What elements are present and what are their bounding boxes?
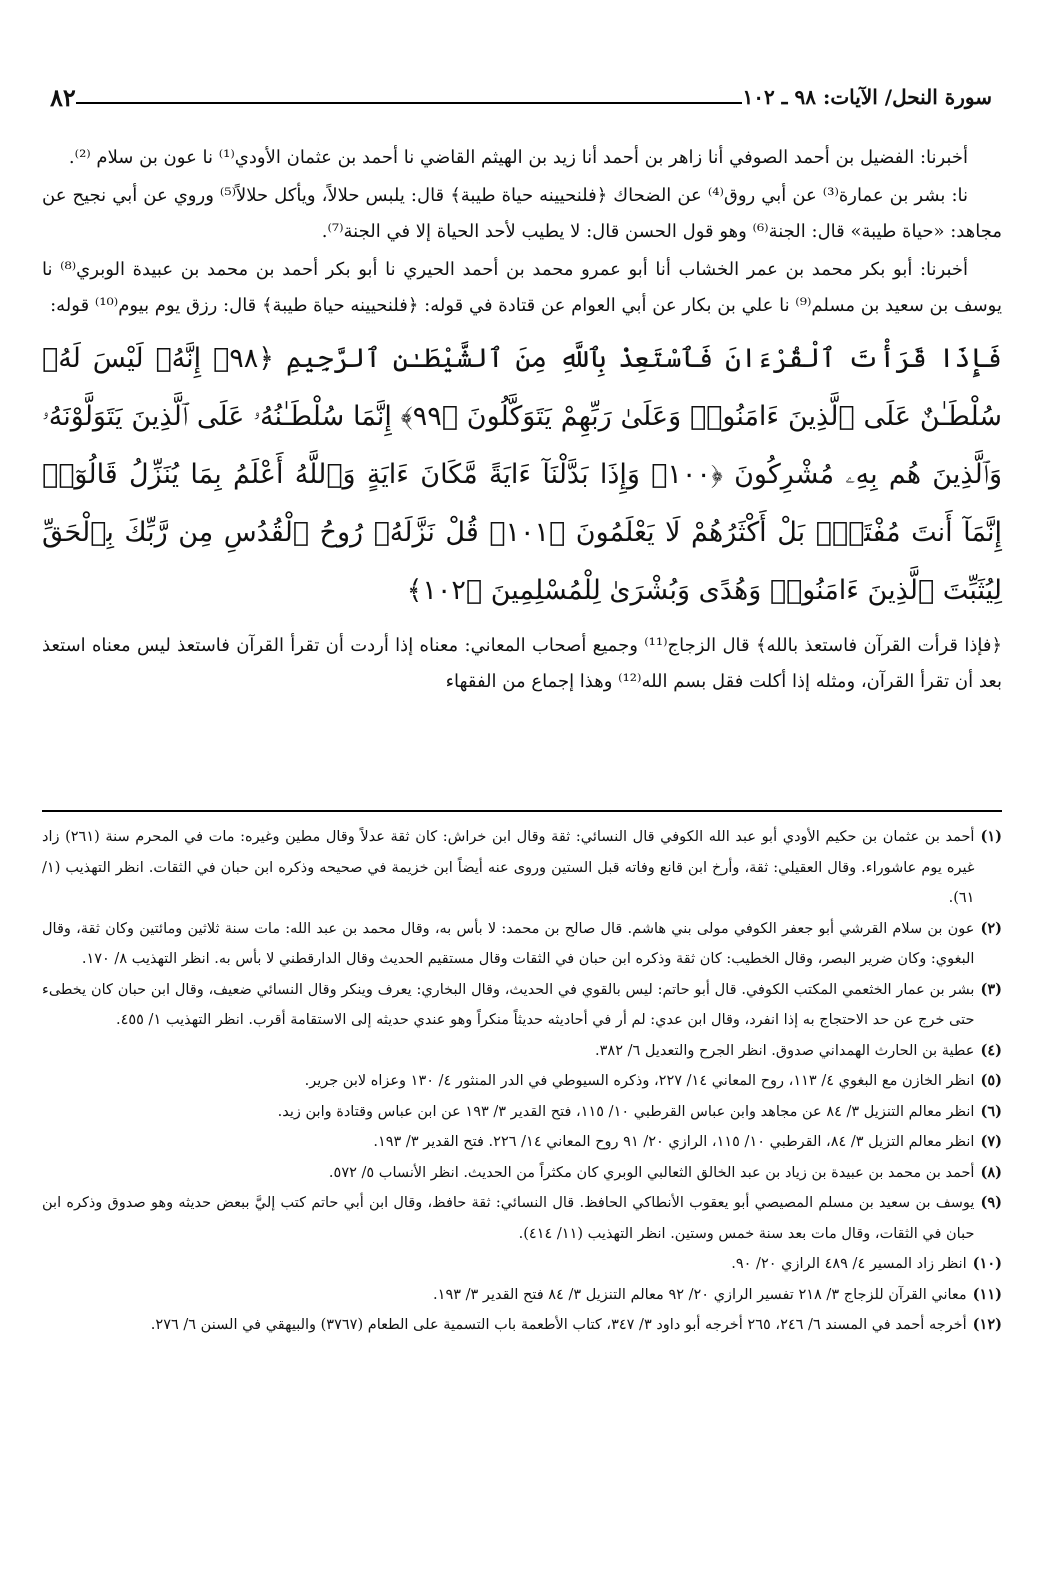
page-number: ٨٢ (50, 82, 76, 112)
paragraph: نا: بشر بن عمارة⁽³⁾ عن أبي روق⁽⁴⁾ عن الضحاك ﴿فلنحيينه حياة طيبة﴾ قال: يلبس حلالاً، ويأكل حلالاً⁽⁵⁾ وروي عن أبي نجيح عن مجاهد: «حياة طيبة» قال: الجنة⁽⁶⁾ وهو قول الحسن قال: لا يطيب لأحد الحياة إلا في الجنة⁽⁷⁾. (42, 185, 1002, 242)
footnote-text: أخرجه أحمد في المسند ٦/ ٢٤٦، ٢٦٥ أخرجه أبو داود ٣/ ٣٤٧، كتاب الأطعمة باب التسمية على الطعام (٣٧٦٧) والبيهقي في السنن ٦/ ٢٧٦. (150, 1317, 967, 1333)
running-header (36, 82, 1002, 112)
commentary-paragraph: ﴿فإذا قرأت القرآن فاستعذ بالله﴾ قال الزجاج⁽¹¹⁾ وجميع أصحاب المعاني: معناه إذا أردت أن تقرأ القرآن فاستعذ ليس معناه استعذ بعد أن تقرأ القرآن، ومثله إذا أكلت فقل بسم الله⁽¹²⁾ وهذا إجماع من الفقهاء (42, 635, 1003, 692)
footnote-number: (٩) (980, 1194, 1002, 1211)
footnote-number: (١١) (972, 1285, 1002, 1303)
header-rule (76, 101, 743, 104)
footnote-number: (١٠) (972, 1255, 1002, 1272)
footnote (42, 1188, 1002, 1249)
footnote (42, 1310, 1002, 1341)
footnote-text: عطية بن الحارث الهمداني صدوق. انظر الجرح والتعديل ٦/ ٣٨٢. (595, 1042, 975, 1059)
footnote-text: عون بن سلام القرشي أبو جعفر الكوفي مولى بني هاشم. قال صالح بن محمد: لا بأس به، وقال محمد بن عبد الله: مات سنة ثلاثين ومائتين وكان ثقة، وقال البغوي: وكان ضرير البصر، وقال الخطيب: كان ثقة وذكره ابن حبان في الثقات وقال مستقيم الحديث وقال الدارقطني لا بأس به. انظر التهذيب ٨/ ١٧٠. (42, 920, 975, 967)
footnote-text: معاني القرآن للزجاج ٣/ ٢١٨ تفسير الرازي ٢٠/ ٩٢ معالم التنزيل ٣/ ٨٤ فتح القدير ٣/ ١٩٣. (433, 1286, 967, 1303)
footnote-number: (١٢) (972, 1316, 1002, 1333)
footnote-number: (٥) (980, 1072, 1002, 1089)
footnote-text: أحمد بن محمد بن عبيدة بن زياد بن عبد الخالق الثعالبي الوبري كان مكثراً من الحديث. انظر الأنساب ٥/ ٥٧٢. (328, 1164, 975, 1181)
quran-verses: فَإِذَا قَرَأْتَ ٱلْقُرْءَانَ فَٱسْتَعِذْ بِٱللَّهِ مِنَ ٱلشَّيْطَـٰنِ ٱلرَّجِيمِ ﴿٩٨﴾ إِنَّهُۥ لَيْسَ لَهُۥ سُلْطَـٰنٌ عَلَى ٱلَّذِينَ ءَامَنُوا۟ وَعَلَىٰ رَبِّهِمْ يَتَوَكَّلُونَ ﴿٩٩﴾ إِنَّمَا سُلْطَـٰنُهُۥ عَلَى ٱلَّذِينَ يَتَوَلَّوْنَهُۥ وَٱلَّذِينَ هُم بِهِۦ مُشْرِكُونَ ﴿١٠٠﴾ وَإِذَا بَدَّلْنَآ ءَايَةً مَّكَانَ ءَايَةٍ وَٱللَّهُ أَعْلَمُ بِمَا يُنَزِّلُ قَالُوٓا۟ إِنَّمَآ أَنتَ مُفْتَرٍۭ بَلْ أَكْثَرُهُمْ لَا يَعْلَمُونَ ﴿١٠١﴾ قُلْ نَزَّلَهُۥ رُوحُ ٱلْقُدُسِ مِن رَّبِّكَ بِٱلْحَقِّ لِيُثَبِّتَ ٱلَّذِينَ ءَامَنُوا۟ وَهُدًى وَبُشْرَىٰ لِلْمُسْلِمِينَ ﴿١٠٢﴾ (42, 343, 1003, 606)
footnote (42, 1066, 1002, 1097)
footnote-text: أحمد بن عثمان بن حكيم الأودي أبو عبد الله الكوفي قال النسائي: ثقة وقال ابن خراش: كان ثقة عدلاً وقال مطين وغيره: مات في المحرم سنة (٢٦١) زاد غيره يوم عاشوراء. وقال العقيلي: ثقة، وأرخ ابن قانع وفاته قبل الستين وروى عنه أيضاً ابن خزيمة في صحيحه وذكره ابن حبان في الثقات. انظر التهذيب (١/ ٦١). (42, 829, 975, 906)
footnote (42, 1249, 1002, 1280)
paragraph: أخبرنا: الفضيل بن أحمد الصوفي أنا زاهر بن أحمد أنا زيد بن الهيثم القاضي نا أحمد بن عثمان الأودي⁽¹⁾ نا عون بن سلام ⁽²⁾. (68, 147, 968, 168)
surah-title: سورة النحل/ الآيات: ٩٨ ـ ١٠٢ (742, 85, 992, 109)
footnote (42, 975, 1002, 1036)
footnote-number: (٣) (980, 980, 1002, 998)
footnote (42, 1158, 1002, 1189)
footnote-number: (٦) (980, 1102, 1002, 1120)
paragraph: أخبرنا: أبو بكر محمد بن عمر الخشاب أنا أبو عمرو محمد بن أحمد الحيري نا أبو بكر أحمد بن محمد بن عبيدة الوبري⁽⁸⁾ نا يوسف بن سعيد بن مسلم⁽⁹⁾ نا علي بن بكار عن أبي العوام عن قتادة في قوله: ﴿فلنحيينه حياة طيبة﴾ قال: رزق يوم بيوم⁽¹⁰⁾ قوله: (42, 259, 1002, 316)
footnote-number: (٢) (980, 919, 1002, 937)
footnote-number: (٧) (980, 1133, 1002, 1150)
footnote-number: (٤) (980, 1041, 1002, 1059)
footnote-text: انظر معالم التزيل ٣/ ٨٤، القرطبي ١٠/ ١١٥، الرازي ٢٠/ ٩١ روح المعاني ١٤/ ٢٢٦. فتح القدير ٣/ ١٩٣. (373, 1134, 975, 1150)
footnote-text: انظر زاد المسير ٤/ ٤٨٩ الرازي ٢٠/ ٩٠. (731, 1256, 967, 1272)
footnote (42, 1097, 1002, 1128)
footnote (42, 1127, 1002, 1158)
footnote (42, 822, 1002, 914)
footnote-text: يوسف بن سعيد بن مسلم المصيصي أبو يعقوب الأنطاكي الحافظ. قال النسائي: ثقة حافظ، وقال ابن أبي حاتم كتب إليَّ ببعض حديثه وهو صدوق وذكره ابن حبان في الثقات، وقال مات بعد سنة خمس وستين. انظر التهذيب (١١/ ٤١٤). (42, 1195, 975, 1242)
footnote-number: (١) (980, 828, 1002, 845)
footnote (42, 1280, 1002, 1311)
footnote-text: انظر الخازن مع البغوي ٤/ ١١٣، روح المعاني ١٤/ ٢٢٧، وذكره السيوطي في الدر المنثور ٤/ ١٣٠ وعزاه لابن جرير. (304, 1073, 975, 1089)
footnote-text: انظر معالم التنزيل ٣/ ٨٤ عن مجاهد وابن عباس القرطبي ١٠/ ١١٥، فتح القدير ٣/ ١٩٣ عن ابن عباس وقتادة وابن زيد. (277, 1103, 975, 1120)
footnotes (42, 822, 1002, 1341)
footnote-text: بشر بن عمار الخثعمي المكتب الكوفي. قال أبو حاتم: ليس بالقوي في الحديث، وقال البخاري: يعرف وينكر وقال النسائي ضعيف، وقال ابن حبان كان يخطىء حتى خرج عن حد الاحتجاج به إذا انفرد، وقال ابن عدي: لم أر في أحاديثه حديثاً منكراً وهو عندي حديثه إلى الاستقامة أقرب. انظر التهذيب ١/ ٤٥٥. (42, 981, 975, 1028)
main-text (42, 140, 1002, 700)
footnote-number: (٨) (980, 1163, 1002, 1181)
footnote-separator (42, 810, 1002, 812)
footnote (42, 914, 1002, 975)
footnote (42, 1036, 1002, 1067)
